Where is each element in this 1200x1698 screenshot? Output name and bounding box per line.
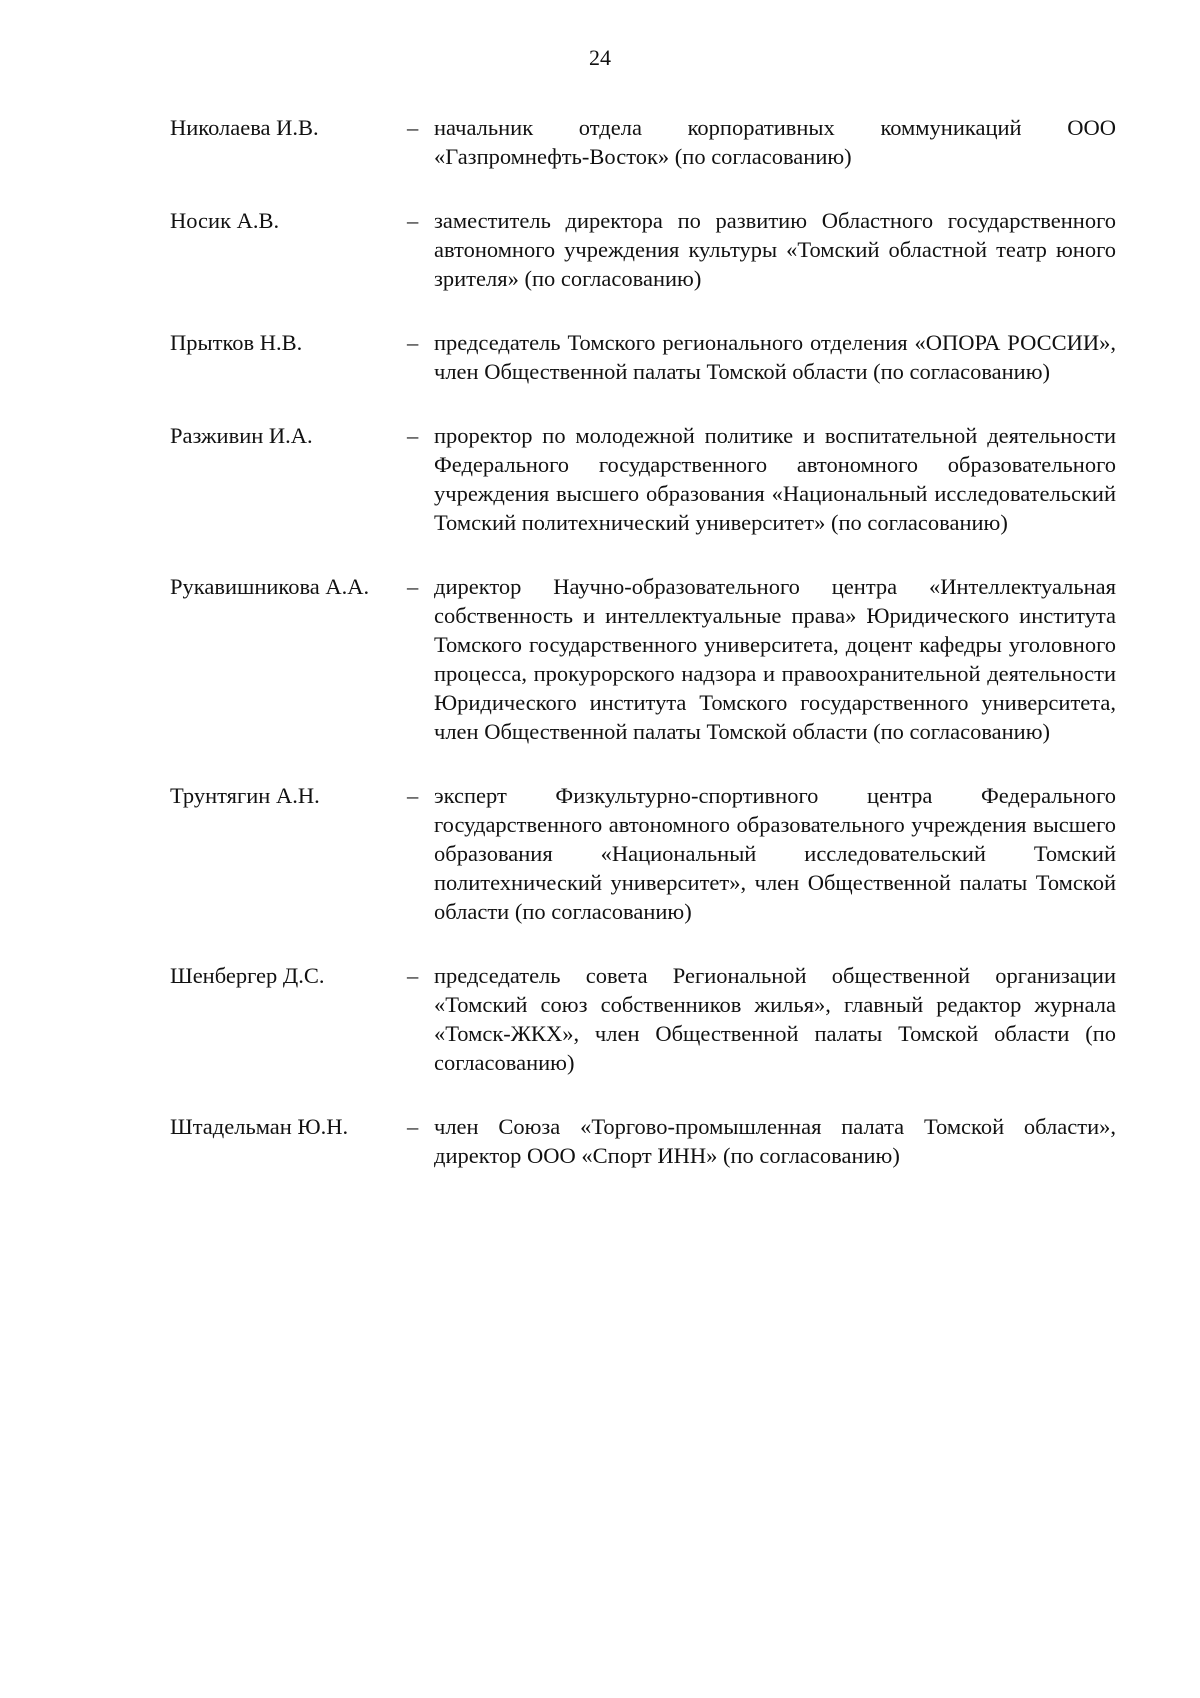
member-name: Носик А.В. <box>170 208 280 233</box>
member-name: Шенбергер Д.С. <box>170 963 325 988</box>
dash-separator: – <box>407 115 419 140</box>
member-description: член Союза «Торгово-промышленная палата Томской области», директор ООО «Спорт ИНН» (по согласованию) <box>434 1114 1116 1168</box>
dash-separator: – <box>407 330 419 355</box>
member-description: председатель совета Региональной общественной организации «Томский союз собственников жилья», главный редактор журнала «Томск-ЖКХ», член Общественной палаты Томской области (по согласованию) <box>434 963 1116 1075</box>
member-description: начальник отдела корпоративных коммуникаций ООО «Газпромнефть-Восток» (по согласованию) <box>434 115 1116 169</box>
member-name: Трунтягин А.Н. <box>170 783 320 808</box>
member-description: проректор по молодежной политике и воспитательной деятельности Федерального государственного автономного образовательного учреждения высшего образования «Национальный исследовательский Томский политехнический университет» (по согласованию) <box>434 423 1116 535</box>
dash-separator: – <box>407 208 419 233</box>
member-entry <box>170 572 1116 746</box>
dash-separator: – <box>407 1114 419 1139</box>
dash-separator: – <box>407 574 419 599</box>
member-name: Николаева И.В. <box>170 115 319 140</box>
member-entry <box>170 781 1116 926</box>
member-description: заместитель директора по развитию Областного государственного автономного учреждения культуры «Томский областной театр юного зрителя» (по согласованию) <box>434 208 1116 291</box>
page-number: 24 <box>589 45 611 70</box>
member-name: Разживин И.А. <box>170 423 313 448</box>
member-name: Штадельман Ю.Н. <box>170 1114 349 1139</box>
member-description: директор Научно-образовательного центра «Интеллектуальная собственность и интеллектуальные права» Юридического института Томского государственного университета, доцент кафедры уголовного процесса, прокурорского надзора и правоохранительной деятельности Юридического института Томского государственного университета, член Общественной палаты Томской области (по согласованию) <box>434 574 1116 744</box>
member-description: председатель Томского регионального отделения «ОПОРА РОССИИ», член Общественной палаты Томской области (по согласованию) <box>434 330 1116 384</box>
member-entry <box>170 421 1116 537</box>
member-description: эксперт Физкультурно-спортивного центра Федерального государственного автономного образовательного учреждения высшего образования «Национальный исследовательский Томский политехнический университет», член Общественной палаты Томской области (по согласованию) <box>434 783 1116 924</box>
member-entry <box>170 961 1116 1077</box>
member-name: Прытков Н.В. <box>170 330 303 355</box>
dash-separator: – <box>407 423 419 448</box>
member-entry <box>170 206 1116 293</box>
dash-separator: – <box>407 783 419 808</box>
member-entry <box>170 113 1116 171</box>
member-name: Рукавишникова А.А. <box>170 574 370 599</box>
member-list <box>170 113 1116 1170</box>
member-entry <box>170 1112 1116 1170</box>
member-entry <box>170 328 1116 386</box>
dash-separator: – <box>407 963 419 988</box>
